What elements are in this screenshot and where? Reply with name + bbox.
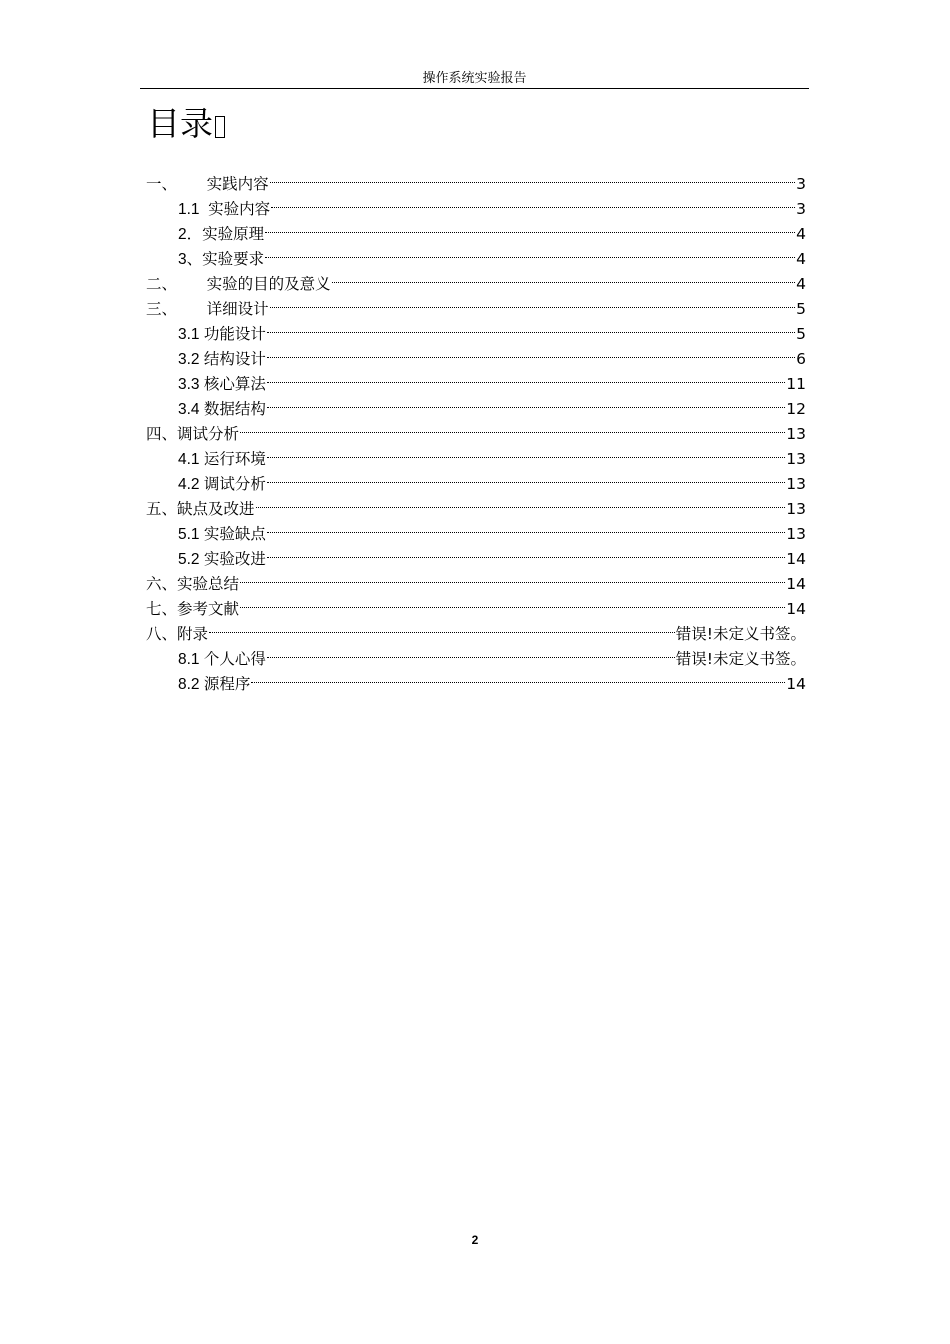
toc-entry-label: 实验改进 [203,550,266,568]
toc-entry[interactable] [178,665,806,693]
toc-entry-page: 12 [786,400,806,418]
toc-entry-number: 五、 [146,500,178,518]
toc-entry-page: 14 [786,550,806,568]
toc-entry-number: 3.4 [178,401,204,418]
toc-entry-number: 二、 [146,275,207,293]
toc-dot-leader [271,190,795,214]
toc-entry-label: 数据结构 [203,400,266,418]
toc-entry-label: 附录 [177,625,209,643]
toc-dot-leader [265,215,795,239]
toc-entry-number: 七、 [146,600,178,618]
toc-entry[interactable] [146,615,806,643]
toc-entry-number: 4.2 [178,476,204,493]
toc-entry-label: 结构设计 [203,350,266,368]
toc-entry-page: 13 [786,500,806,518]
toc-dot-leader [267,465,785,489]
toc-entry-number: 3.2 [178,351,204,368]
page-header: 操作系统实验报告 [422,71,527,86]
toc-dot-leader [251,665,785,689]
toc-entry-page: 11 [786,375,806,393]
toc-dot-leader [267,440,785,464]
toc-dot-leader [267,340,795,364]
toc-title-text: 目录 [147,104,213,143]
toc-entry[interactable] [146,265,806,293]
toc-entry[interactable] [178,390,806,418]
toc-dot-leader [256,490,786,514]
toc-entry[interactable] [178,215,806,243]
toc-entry-page: 5 [796,300,806,318]
toc-entry-label: 缺点及改进 [177,500,255,518]
toc-dot-leader [332,265,796,289]
toc-entry-page: 3 [796,175,806,193]
toc-entry[interactable] [178,240,806,268]
toc-dot-leader [270,165,796,189]
toc-entry-page: 13 [786,525,806,543]
toc-entry-label: 实验缺点 [203,525,266,543]
toc-entry-number: 一、 [146,175,207,193]
toc-entry-page: 错误!未定义书签。 [675,650,806,668]
toc-dot-leader [267,515,785,539]
toc-entry-number: 3.3 [178,376,204,393]
toc-dot-leader [209,615,675,639]
toc-entry-label: 运行环境 [203,450,266,468]
toc-entry-number: 5.2 [178,551,204,568]
toc-entry-page: 14 [786,600,806,618]
toc-dot-leader [267,390,785,414]
toc-entry-number: 四、 [146,425,178,443]
toc-entry[interactable] [146,490,806,518]
toc-entry[interactable] [178,340,806,368]
toc-dot-leader [267,365,785,389]
toc-dot-leader [267,640,675,664]
toc-entry[interactable] [178,190,806,218]
toc-entry[interactable] [178,640,806,668]
toc-entry-page: 13 [786,450,806,468]
toc-entry[interactable] [178,440,806,468]
toc-entry-page: 6 [796,350,806,368]
toc-entry[interactable] [178,365,806,393]
toc-entry-label: 实践内容 [206,175,269,193]
toc-entry-page: 13 [786,425,806,443]
toc-dot-leader [240,415,785,439]
toc-entry-number: 六、 [146,575,178,593]
toc-entry[interactable] [146,590,806,618]
toc-entry-number: 8.1 [178,651,204,668]
toc-dot-leader [267,315,795,339]
toc-dot-leader [240,565,785,589]
toc-entry-number: 三、 [146,300,207,318]
toc-entry-label: 参考文献 [177,600,240,618]
toc-entry[interactable] [178,540,806,568]
toc-entry-page: 5 [796,325,806,343]
toc-entry[interactable] [178,315,806,343]
toc-entry[interactable] [178,515,806,543]
toc-entry-label: 源程序 [203,675,251,693]
toc-entry-label: 实验原理 [202,225,265,243]
toc-entry-label: 调试分析 [177,425,240,443]
toc-entry[interactable] [146,290,806,318]
toc-dot-leader [267,540,785,564]
toc-dot-leader [265,240,795,264]
toc-entry-number: 3.1 [178,326,204,343]
toc-entry-number: 2． [178,226,203,243]
toc-entry[interactable] [146,165,806,193]
toc-entry-number: 5.1 [178,526,204,543]
toc-dot-leader [270,290,796,314]
toc-entry-page: 4 [796,250,806,268]
toc-entry-page: 13 [786,475,806,493]
toc-entry-page: 4 [796,225,806,243]
toc-entry-label: 实验的目的及意义 [206,275,331,293]
page-number: 2 [471,1233,479,1247]
toc-dot-leader [240,590,785,614]
toc-entry-number: 8.2 [178,676,204,693]
toc-entry-page: 14 [786,675,806,693]
toc-entry-label: 实验内容 [208,200,271,218]
toc-entry-page: 4 [796,275,806,293]
toc-entry-label: 功能设计 [203,325,266,343]
toc-entry-number: 八、 [146,625,178,643]
toc-entry-label: 核心算法 [203,375,266,393]
toc-entry-number: 3、 [178,251,203,268]
toc-entry-label: 实验要求 [202,250,265,268]
toc-entry-page: 3 [796,200,806,218]
toc-entry-number: 1.1 [178,201,209,218]
toc-entry[interactable] [146,565,806,593]
toc-entry-page: 14 [786,575,806,593]
toc-entry-label: 详细设计 [206,300,269,318]
toc-entry-label: 个人心得 [203,650,266,668]
toc-entry[interactable] [178,465,806,493]
toc-entry-page: 错误!未定义书签。 [675,625,806,643]
toc-entry-label: 实验总结 [177,575,240,593]
toc-entry-label: 调试分析 [203,475,266,493]
toc-entry-number: 4.1 [178,451,204,468]
toc-entry[interactable] [146,415,806,443]
